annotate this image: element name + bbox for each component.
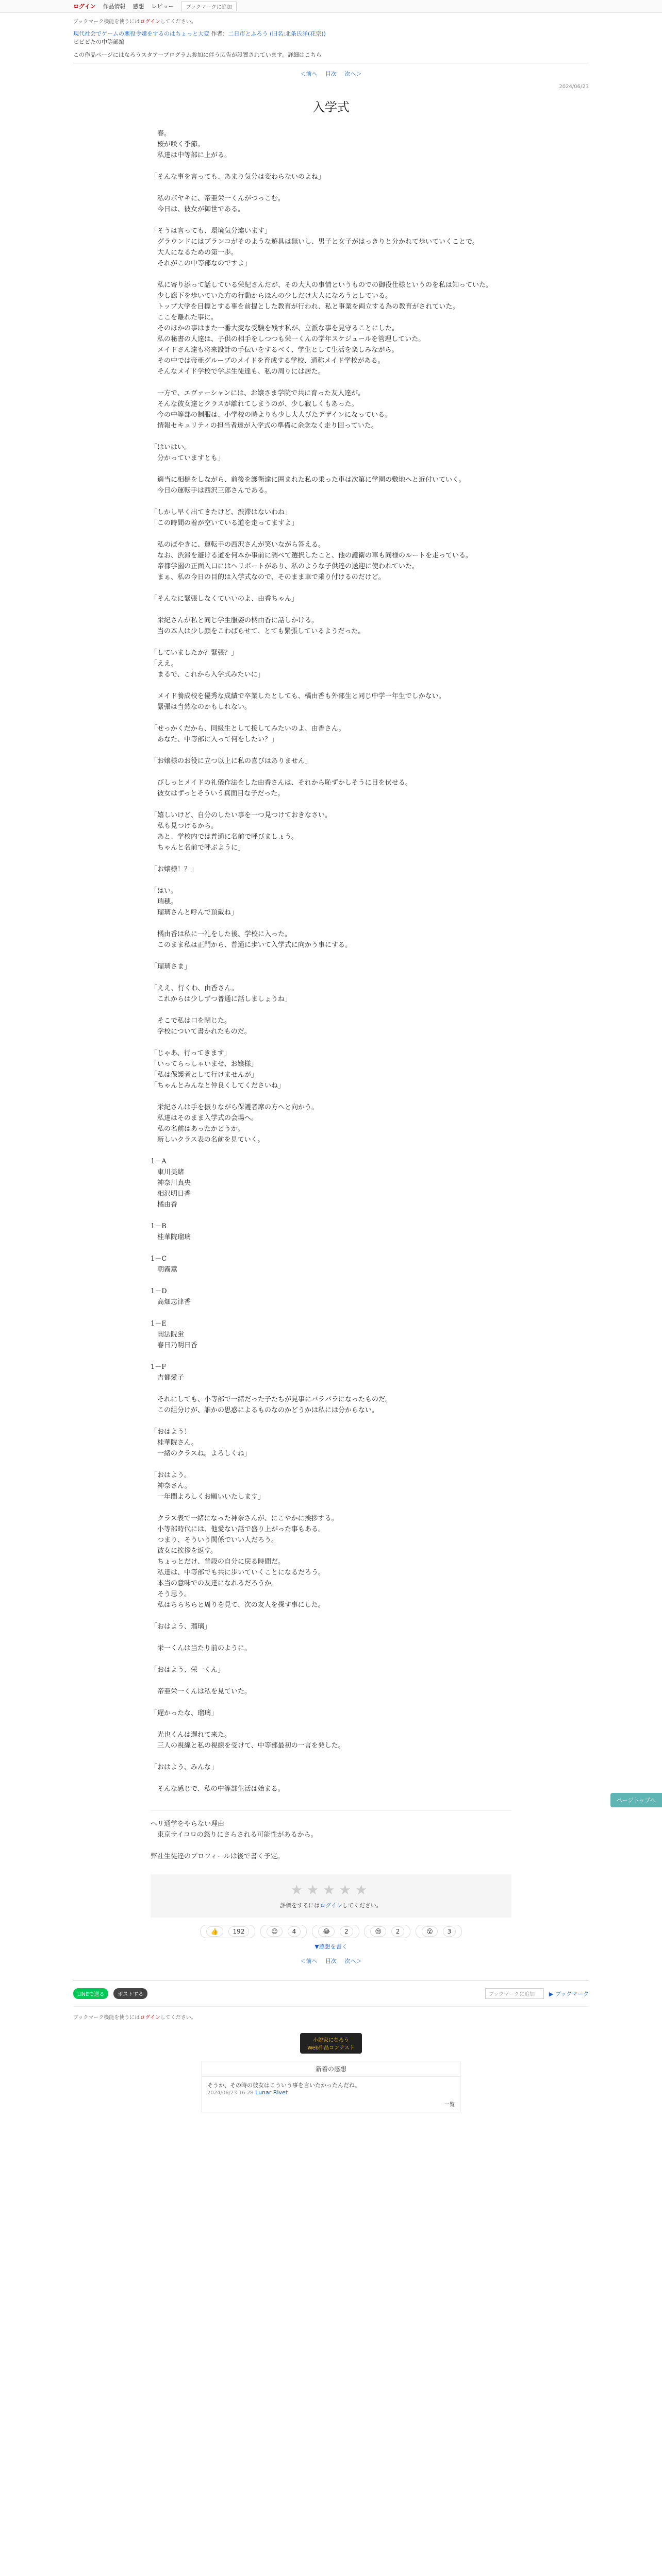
reaction-count: 192 (228, 1926, 250, 1937)
novel-paragraph (151, 529, 511, 539)
novel-paragraph: 「遅かったな、瑠璃」 (151, 1709, 218, 1717)
novel-paragraph: 光也くんは遅れて来た。 (151, 1731, 231, 1739)
afterword (151, 1810, 511, 1862)
toc-link[interactable]: 目次 (325, 71, 337, 77)
bookmark-add-field[interactable]: ブックマークに追加 (485, 1988, 544, 1999)
novel-paragraph: 1－F (151, 1363, 167, 1371)
novel-paragraph: クラス表で一緒になった神奈さんが、にこやかに挨拶する。 (151, 1515, 338, 1522)
novel-paragraph: まるで、これから入学式みたいに」 (151, 671, 264, 679)
novel-paragraph: つまり、そういう関係でいい人だろう。 (151, 1536, 278, 1544)
reaction-thumbs-up[interactable] (200, 1925, 256, 1938)
novel-paragraph: 一緒のクラスね。よろしくね」 (151, 1450, 251, 1458)
novel-paragraph: 今日は、彼女が御世である。 (151, 206, 245, 213)
novel-paragraph: 新しいクラス表の名前を見ていく。 (151, 1136, 264, 1144)
novel-paragraph (151, 1459, 511, 1470)
thumbs-up-icon: 👍 (206, 1926, 223, 1937)
comment-item[interactable] (202, 2077, 460, 2100)
novel-paragraph: そんな彼女達とクラスが離れてしまうのが、少し寂しくもあった。 (151, 400, 358, 408)
laugh-icon: 😂 (318, 1926, 335, 1937)
login-link[interactable]: ログイン (73, 3, 96, 10)
novel-paragraph: 栄一くんは当たり前のように。 (151, 1645, 252, 1652)
episode-title: 入学式 (312, 100, 350, 114)
novel-paragraph: そこで私は口を閉じた。 (151, 1017, 231, 1025)
novel-paragraph: 私の名前はあったかどうか。 (151, 1125, 244, 1133)
novel-paragraph (151, 1751, 511, 1762)
novel-paragraph (151, 604, 511, 615)
novel-paragraph (151, 215, 511, 226)
afterword-paragraph: ヘリ通学をやらない理由 (151, 1820, 225, 1828)
novel-paragraph: 桂華院瑠璃 (151, 1233, 191, 1241)
novel-paragraph (151, 637, 511, 648)
novel-paragraph (151, 1308, 511, 1318)
novel-paragraph: 「はいはい。 (151, 444, 191, 451)
notice-login-link[interactable]: ログイン (140, 19, 160, 25)
novel-paragraph (151, 680, 511, 691)
novel-paragraph (151, 583, 511, 594)
novel-paragraph: 帝都学園の正面入口にはヘリポートがあり、私のような子供達の送迎に使われていた。 (151, 563, 419, 570)
novel-paragraph: そんな感じで、私の中等部生活は始まる。 (151, 1785, 285, 1793)
novel-paragraph: 「じゃあ、行ってきます」 (151, 1049, 231, 1057)
novel-paragraph: 「おはよう。 (151, 1471, 191, 1479)
novel-paragraph (151, 713, 511, 723)
novel-paragraph (151, 464, 511, 474)
novel-paragraph: 相沢明日香 (151, 1190, 191, 1198)
novel-paragraph: 緊張は当然なのかもしれない。 (151, 703, 252, 711)
afterword-paragraph (151, 1840, 511, 1851)
page-top-button[interactable]: ページトップへ (610, 1793, 662, 1807)
next-link[interactable]: 次へ＞ (344, 71, 362, 77)
novel-paragraph: 私のボヤキに、帝亜栄一くんがつっこむ。 (151, 195, 285, 202)
novel-paragraph (151, 1632, 511, 1643)
novel-paragraph: 「お嬢様！？」 (151, 866, 198, 873)
reaction-bar (73, 1925, 589, 1938)
reaction-laugh[interactable] (312, 1925, 359, 1938)
novel-paragraph (151, 161, 511, 172)
rating-note-text: 評価をするには (280, 1902, 320, 1909)
novel-paragraph: びしっとメイドの礼儀作法をした由香さんは、それから恥ずかしそうに目を伏せる。 (151, 779, 412, 787)
bookmark-link-label: ブックマーク (555, 1990, 589, 1997)
novel-paragraph: 「ええ。 (151, 660, 178, 668)
pager-top (73, 70, 589, 78)
nav-item-reviews[interactable]: レビュー (151, 3, 174, 10)
notice-login-link-bottom[interactable]: ログイン (140, 2015, 160, 2021)
novel-paragraph: そう思う。 (151, 1590, 191, 1598)
novel-paragraph: 1－A (151, 1158, 167, 1165)
publish-date: 2024/06/23 (559, 84, 589, 90)
novel-paragraph (151, 972, 511, 983)
top-nav-bar (0, 0, 662, 13)
novel-paragraph (151, 1654, 511, 1665)
novel-paragraph (151, 767, 511, 777)
series-title-link[interactable]: 現代社会でゲームの悪役令嬢をするのはちょっと大変 (73, 30, 209, 37)
toc-link-bottom[interactable]: 目次 (325, 1958, 337, 1964)
novel-paragraph (151, 1275, 511, 1286)
novel-paragraph: 朝霧薫 (151, 1266, 178, 1274)
novel-paragraph: 分かっていますとも」 (151, 454, 225, 462)
novel-paragraph (151, 875, 511, 886)
novel-paragraph: なお、渋滞を避ける道を何本か事前に調べて選択したこと、他の護衛の車も同様のルートを走っている。 (151, 552, 473, 560)
novel-paragraph: 「そうは言っても、環境気分違います」 (151, 227, 272, 235)
novel-paragraph: トップ大学を目標とする事を前提とした教育が行われ、私と事業を両立する為の教育がされていた。 (151, 303, 459, 311)
novel-paragraph: 当の本人は少し顔をこわばらせて、とても緊張しているようだった。 (151, 628, 365, 635)
novel-paragraph: 帝亜栄一くんは私を見ていた。 (151, 1688, 252, 1696)
banner-line1: 小説家になろう (313, 2038, 349, 2043)
novel-paragraph: 情報セキュリティの担当者達が入学式の準備に余念なく走り回っていた。 (151, 422, 378, 430)
author-label: 作者： (211, 30, 228, 37)
novel-paragraph: 橘由香 (151, 1201, 178, 1209)
prev-link-bottom[interactable]: ＜前へ (300, 1958, 318, 1964)
reaction-smile[interactable] (260, 1925, 307, 1938)
novel-paragraph (151, 853, 511, 864)
novel-paragraph (151, 1773, 511, 1784)
novel-paragraph: 適当に相槌をしながら、前後を護衛達に囲まれた私の乗った車は次第に学園の敷地へと近付いていく。 (151, 476, 466, 484)
novel-paragraph (151, 1675, 511, 1686)
write-comment-link[interactable]: ▼感想を書く (315, 1943, 347, 1950)
novel-paragraph (151, 1210, 511, 1221)
novel-paragraph: 今の中等部の制服は、小学校の時よりも少し大人びたデザインになっている。 (151, 411, 392, 419)
novel-paragraph: 神奈川真央 (151, 1179, 191, 1187)
banner-line2: Web作品コンテスト (307, 2045, 355, 2051)
comment-date: 2024/06/23 16:28 (207, 2090, 254, 2096)
comment-author[interactable]: Lunar Rivet (255, 2089, 288, 2096)
next-link-bottom[interactable]: 次へ＞ (344, 1958, 362, 1964)
novel-paragraph: 高畑志津香 (151, 1298, 191, 1306)
novel-paragraph: 「この時間の着が空いている道を走ってますよ」 (151, 519, 299, 527)
reaction-cry[interactable] (364, 1925, 410, 1938)
novel-paragraph: 1－D (151, 1287, 167, 1295)
novel-paragraph: この組分けが、誰かの思惑によるものなのかどうかは私には分からない。 (151, 1406, 379, 1414)
novel-paragraph: 瑠璃さんと呼んで頂戴ね」 (151, 909, 238, 917)
novel-paragraph: これからは少しずつ普通に話しましょうね」 (151, 995, 292, 1003)
rating-note (151, 1901, 511, 1909)
novel-paragraph (151, 1351, 511, 1362)
novel-paragraph: 春日乃明日香 (151, 1342, 198, 1349)
reaction-count: 4 (288, 1926, 301, 1937)
novel-paragraph: 瑞穂。 (151, 898, 178, 906)
x-share-button[interactable]: ポストする (113, 1988, 147, 1999)
bookmark-login-notice-bottom (73, 2006, 589, 2027)
novel-paragraph: 「おはよう！ (151, 1428, 191, 1436)
novel-paragraph: 「せっかくだから、同級生として接してみたいのよ、由香さん。 (151, 725, 345, 733)
notice-text: ブックマーク機能を使うには (73, 19, 140, 25)
novel-paragraph: 「いってらっしゃいませ、お嬢様」 (151, 1060, 258, 1068)
novel-paragraph: 栄紀さんが私と同じ学生服姿の橘由香に話しかける。 (151, 617, 319, 624)
afterword-paragraph: 弊社生徒達のプロフィールは後で書く予定。 (151, 1853, 284, 1860)
novel-paragraph: 栄紀さんは手を振りながら保護者席の方へと向かう。 (151, 1104, 319, 1111)
novel-paragraph: 私の秘書の人達は、子供の相手をしつつも栄一くんの学年スケジュールを管理していた。 (151, 335, 425, 343)
reaction-surprise[interactable] (416, 1925, 462, 1938)
novel-paragraph: あなた、中等部に入って何をしたい？」 (151, 736, 278, 743)
novel-body (151, 128, 511, 1794)
novel-paragraph: 桜が咲く季節。 (151, 141, 205, 148)
novel-paragraph (151, 1416, 511, 1427)
comment-text: そうか、その時の彼女はこういう事を言いたかったんだね。 (207, 2082, 360, 2089)
novel-paragraph: そんなメイド学校で学ぶ生徒達も、私の周りには居た。 (151, 368, 325, 376)
new-comments-title: 新着の感想 (202, 2061, 460, 2077)
novel-paragraph: それにしても、小等部で一緒だった子たちが見事にバラバラになったものだ。 (151, 1396, 392, 1403)
novel-paragraph (151, 377, 511, 388)
line-share-button[interactable]: LINEで送る (73, 1988, 108, 1999)
new-comments-box (202, 2061, 460, 2112)
novel-paragraph: 私はちらちらと周りを見て、次の友人を探す事にした。 (151, 1601, 325, 1609)
novel-paragraph: そのほかの事はまた一番大変な受験を残す私が、立派な事を見守ることにした。 (151, 325, 399, 332)
novel-paragraph: 今日の運転手は西沢三郎さんである。 (151, 487, 272, 495)
novel-paragraph: 私達はそのまま入学式の会場へ。 (151, 1114, 258, 1122)
novel-paragraph: 「お嬢様のお役に立つ以上に私の喜びはありません」 (151, 757, 312, 765)
contest-banner[interactable] (300, 2033, 362, 2054)
novel-paragraph: 私も見つけるから。 (151, 822, 218, 830)
bookmark-login-notice (73, 17, 589, 25)
novel-header (73, 30, 589, 46)
rating-box (151, 1874, 511, 1918)
novel-paragraph (151, 182, 511, 193)
novel-paragraph: 開法院蛍 (151, 1331, 185, 1338)
novel-paragraph (151, 918, 511, 929)
novel-paragraph: 1－C (151, 1255, 167, 1263)
novel-paragraph: 「瑠璃さま」 (151, 963, 191, 971)
reaction-count: 2 (340, 1926, 353, 1937)
novel-paragraph: それがこの中等部なのですよ」 (151, 260, 252, 267)
novel-paragraph (151, 1719, 511, 1730)
novel-paragraph: 私のぼやきに、運転手の西沢さんが笑いながら答える。 (151, 541, 325, 549)
novel-paragraph (151, 1005, 511, 1015)
novel-paragraph: 大人になるための第一歩。 (151, 249, 238, 257)
notice-text-bottom: ブックマーク機能を使うには (73, 2015, 140, 2021)
novel-paragraph: 「しかし早く出てきたけど、渋滞はないわね」 (151, 509, 292, 516)
author-link[interactable]: 二日市とふろう (旧名:北条氏洋(花宗)) (228, 30, 326, 37)
novel-paragraph: あと、学校内では普通に名前で呼びましょう。 (151, 833, 299, 841)
novel-paragraph: 少し廊下を歩いていた方の行動からほんの少しだけ大人になろうとしている。 (151, 292, 392, 300)
novel-paragraph: ちょっとだけ、普段の自分に戻る時間だ。 (151, 1558, 285, 1566)
pager-bottom (73, 1957, 589, 1965)
novel-paragraph (151, 496, 511, 507)
novel-paragraph: 「していましたか？緊張？」 (151, 649, 238, 657)
share-bar (73, 1980, 589, 2006)
novel-paragraph: その中では帝亜グループのメイドを育成する学校、通称メイド学校がある。 (151, 357, 385, 365)
novel-paragraph (151, 431, 511, 442)
novel-paragraph: 1－E (151, 1320, 167, 1328)
reaction-count: 2 (391, 1926, 405, 1937)
novel-paragraph: このまま私は正門から、普通に歩いて入学式に向かう事にする。 (151, 941, 352, 949)
novel-paragraph: 私に寄り添って話している栄紀さんだが、その大人の事情というものでの御役仕様というのを私は知っていた。 (151, 281, 493, 289)
afterword-paragraph: 東京サイコロの怒りにさらされる可能性があるから。 (151, 1831, 318, 1839)
novel-paragraph: 学校について書かれたものだ。 (151, 1028, 251, 1036)
notice-suffix-bottom: してください。 (160, 2015, 196, 2021)
novel-paragraph (151, 799, 511, 810)
novel-paragraph: メイド養成校を優秀な成績で卒業したとしても、橘由香も外部生と同じ中学一年生でしかない。 (151, 692, 445, 700)
novel-paragraph: 「ちゃんとみんなと仲良くしてくださいね」 (151, 1082, 285, 1090)
smile-icon: 😊 (267, 1926, 283, 1937)
novel-paragraph: 「はい。 (151, 887, 178, 895)
novel-paragraph: 「おはよう、栄一くん」 (151, 1666, 225, 1674)
novel-paragraph: ちゃんと名前で呼ぶように」 (151, 844, 245, 852)
novel-paragraph: メイドさん達も将来設計の手伝いをするべく、学生として生活を楽しみながら。 (151, 346, 399, 354)
novel-paragraph: 神奈さん。 (151, 1482, 191, 1490)
novel-paragraph: 私達は中等部に上がる。 (151, 151, 231, 159)
novel-paragraph: 本当の意味での友達になれるだろうか。 (151, 1580, 278, 1587)
novel-paragraph: 「ええ、行くわ、由香さん。 (151, 985, 239, 992)
novel-paragraph: 三人の視線と私の視線を受けて、中等部最初の一言を発した。 (151, 1742, 345, 1750)
novel-paragraph: ここを離れた事に。 (151, 314, 218, 321)
novel-paragraph: 小等部時代には、他愛ない話で盛り上がった事もある。 (151, 1526, 325, 1533)
novel-paragraph (151, 1037, 511, 1048)
novel-paragraph: まぁ、私の今日の目的は入学式なので、そのまま車で乗り付けるのだけど。 (151, 573, 385, 581)
novel-paragraph: 1－B (151, 1223, 167, 1230)
notice-suffix: してください。 (160, 19, 196, 25)
novel-paragraph: 一年間よろしくお願いいたします」 (151, 1493, 265, 1501)
novel-paragraph (151, 1697, 511, 1708)
novel-paragraph: 「そんなに緊張しなくていいのよ、由香ちゃん」 (151, 595, 299, 603)
comments-more-link[interactable]: 一覧 (444, 2102, 455, 2108)
star-rating[interactable]: ★★★★★ (290, 1883, 372, 1898)
bookmark-link[interactable]: ▶ ブックマーク (549, 1990, 589, 1997)
novel-paragraph (151, 269, 511, 280)
novel-paragraph: 「そんな事を言っても、あまり気分は変わらないのよね」 (151, 173, 325, 181)
nav-item-comments[interactable]: 感想 (133, 3, 144, 10)
novel-paragraph (151, 1243, 511, 1253)
reaction-count: 3 (443, 1926, 456, 1937)
novel-paragraph (151, 1502, 511, 1513)
novel-paragraph: 春。 (151, 130, 171, 138)
prev-link[interactable]: ＜前へ (300, 71, 318, 77)
ad-notice: この作品ページにはなろうスタアープログラム参加に伴う広告が設置されています。詳細はこちら (73, 50, 589, 63)
novel-paragraph: 彼女はずっとそういう真面目な子だった。 (151, 790, 285, 798)
novel-paragraph: 吉都愛子 (151, 1374, 185, 1382)
novel-paragraph (151, 951, 511, 961)
rating-note-suffix: してください。 (342, 1902, 382, 1909)
novel-paragraph (151, 1091, 511, 1102)
novel-paragraph: 桂華院さん。 (151, 1439, 198, 1447)
chapter-meta: ビビビたの中等部編 (73, 39, 124, 45)
novel-paragraph (151, 1383, 511, 1394)
rating-login-link[interactable]: ログイン (320, 1902, 342, 1909)
surprise-icon: 😮 (422, 1926, 438, 1937)
novel-paragraph: 彼女に挨拶を返す。 (151, 1547, 217, 1555)
novel-paragraph (151, 1145, 511, 1156)
novel-paragraph (151, 1611, 511, 1621)
novel-paragraph: 「嬉しいけど、自分のしたい事を一つ見つけておきなさい。 (151, 811, 332, 819)
novel-paragraph: 「おはよう、瑠璃」 (151, 1623, 211, 1631)
add-bookmark-button[interactable]: ブックマークに追加 (181, 2, 236, 11)
novel-paragraph: グラウンドにはブランコがそのような遊具は無いし、男子と女子がはっきりと分かれて歩いていくことで。 (151, 238, 479, 246)
novel-paragraph: 「おはよう、みんな」 (151, 1764, 218, 1771)
novel-paragraph: 橘由香は私に一礼をした後、学校に入った。 (151, 930, 292, 938)
novel-paragraph (151, 745, 511, 756)
novel-paragraph: 私達は、中等部でも共に歩いていくことになるだろう。 (151, 1569, 325, 1577)
novel-paragraph: 「私は保護者として行けませんが」 (151, 1071, 258, 1079)
nav-item-info[interactable]: 作品情報 (103, 3, 126, 10)
novel-paragraph: 東川美緒 (151, 1168, 185, 1176)
novel-paragraph: 一方で、エヴァーシャンには、お嬢さま学院で共に育った友人達が。 (151, 389, 365, 397)
cry-icon: 😢 (370, 1926, 386, 1937)
